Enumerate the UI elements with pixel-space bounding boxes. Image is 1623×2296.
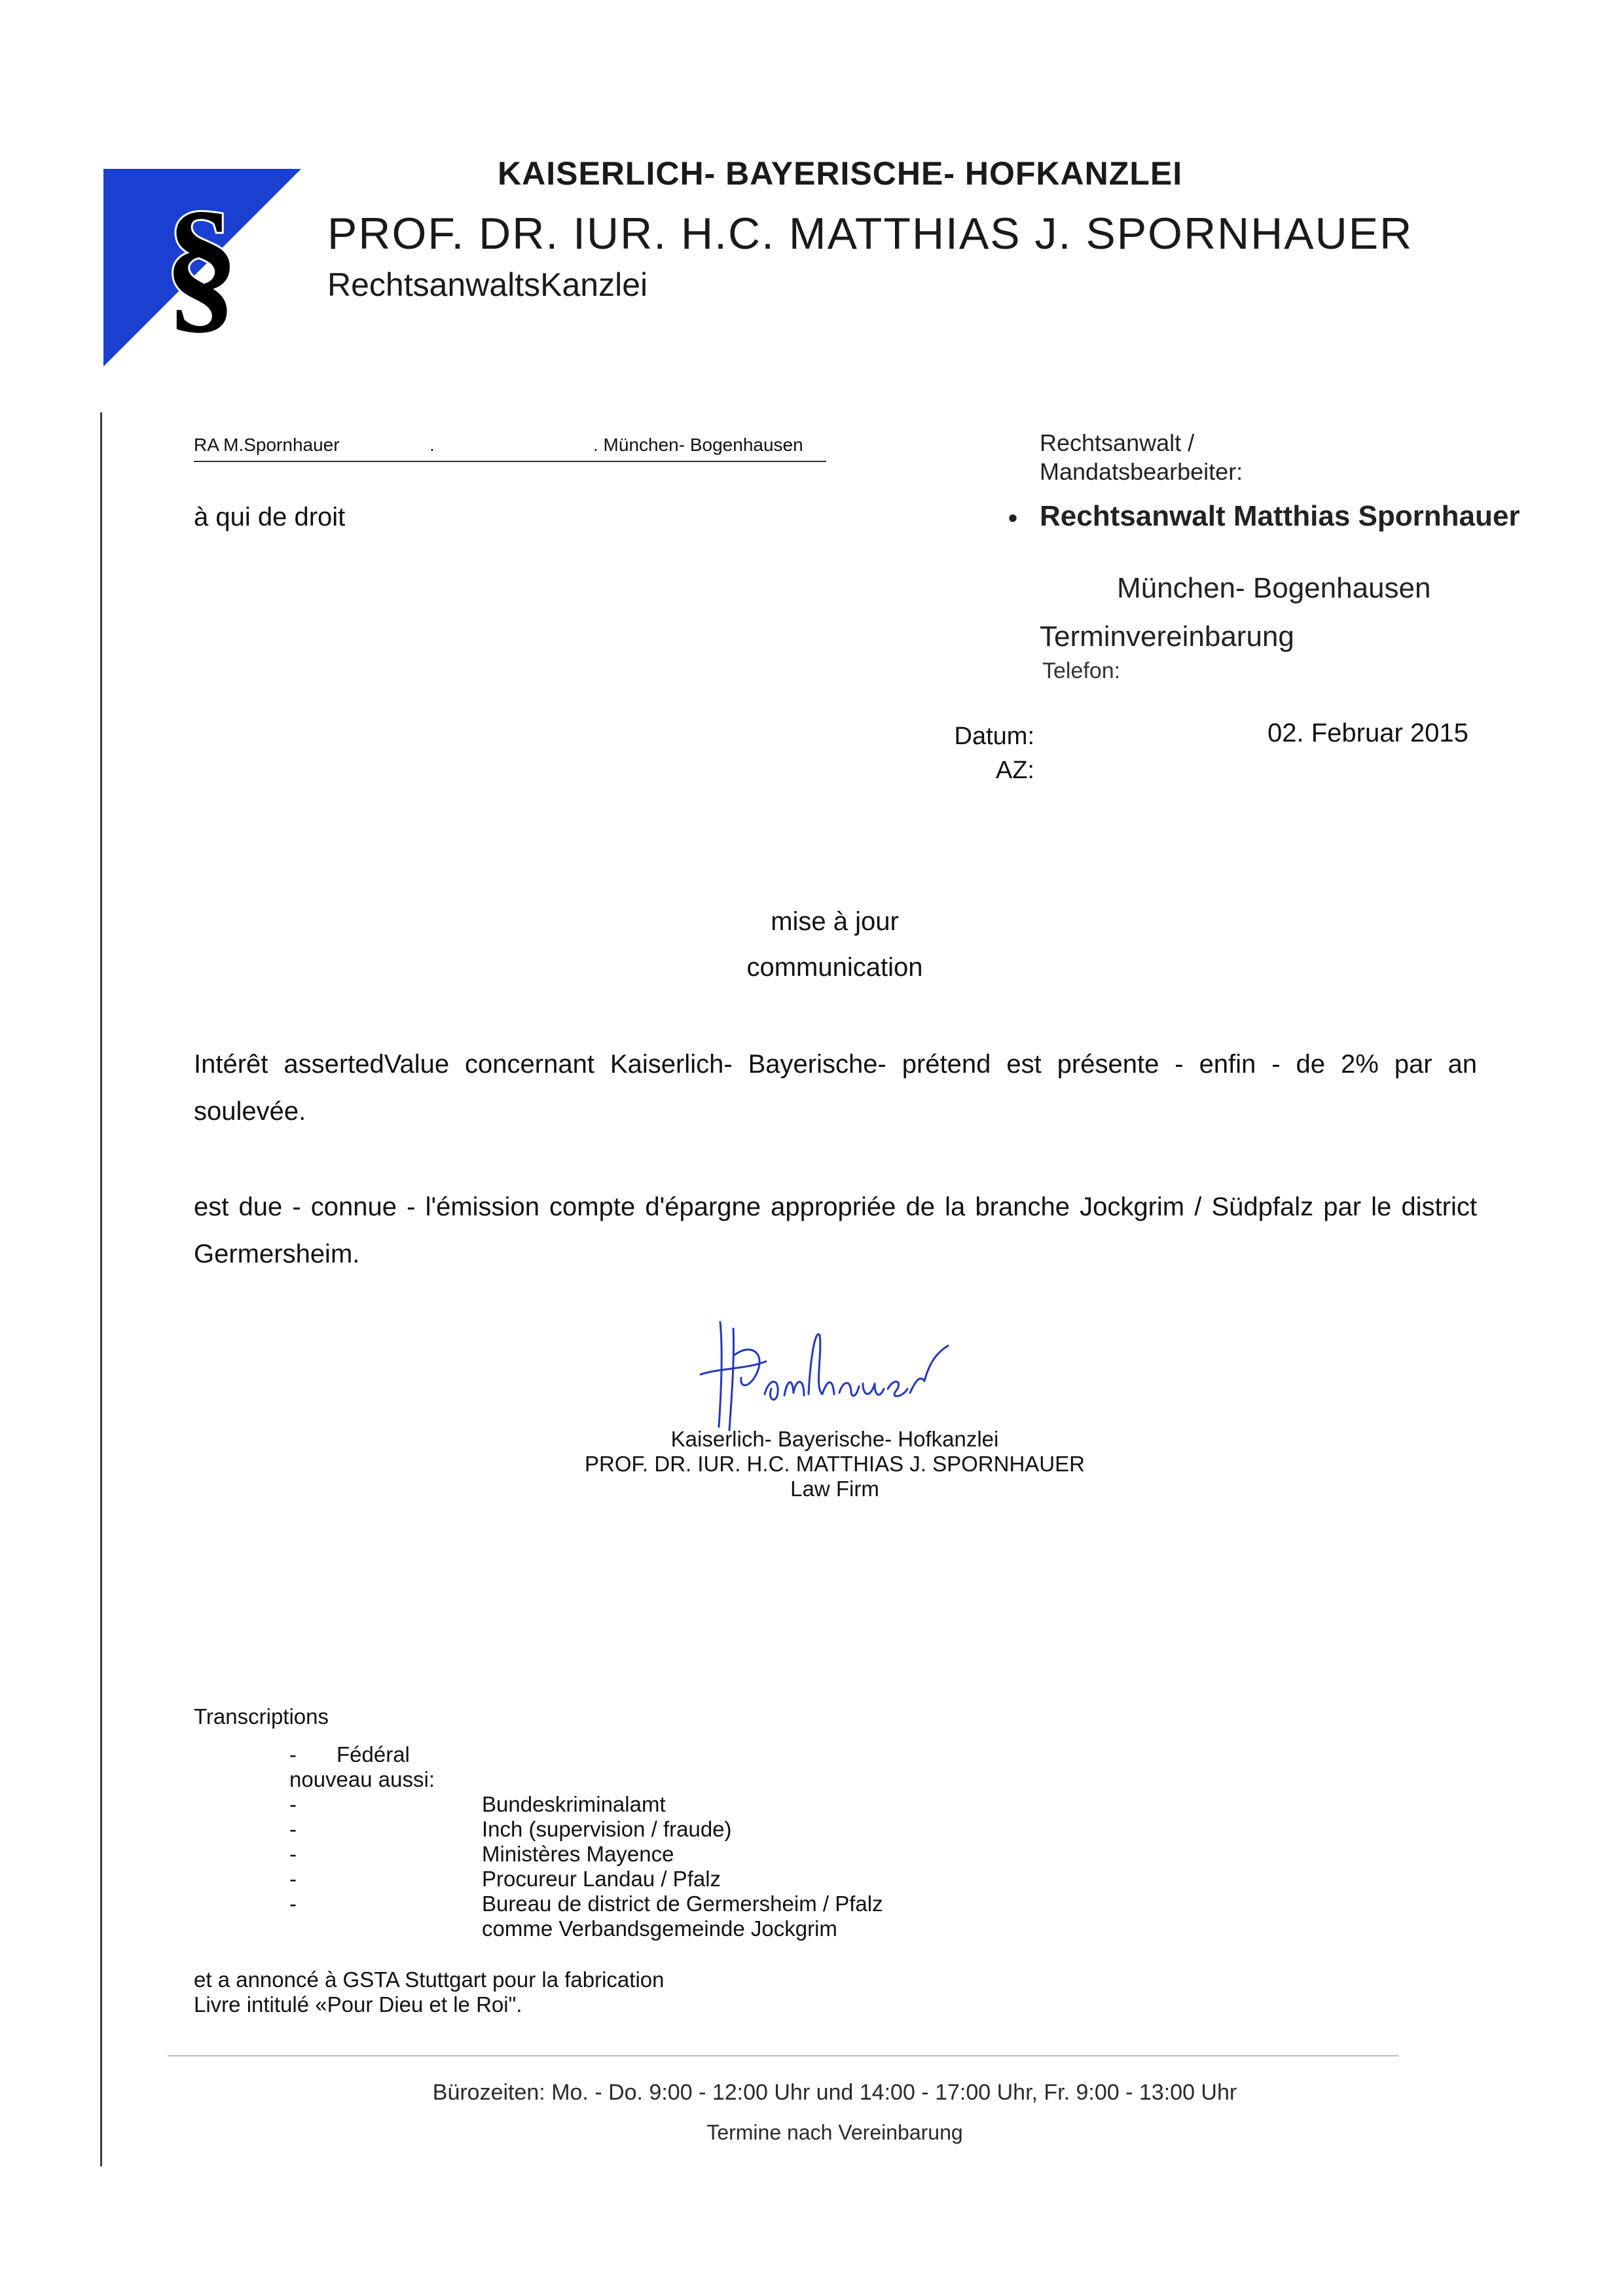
dash: - bbox=[289, 1817, 297, 1841]
az-label: AZ: bbox=[995, 757, 1034, 784]
dash: - bbox=[289, 1792, 297, 1816]
list-item-continuation: comme Verbandsgemeinde Jockgrim bbox=[482, 1916, 837, 1941]
dash: - bbox=[289, 1892, 297, 1916]
office-hours: Bürozeiten: Mo. - Do. 9:00 - 12:00 Uhr und 14:00 - 17:00 Uhr, Fr. 9:00 - 13:00 Uhr bbox=[432, 2080, 1237, 2105]
signature-name: PROF. DR. IUR. H.C. MATTHIAS J. SPORNHAUER bbox=[585, 1452, 1085, 1476]
appointment-label: Terminvereinbarung bbox=[1040, 620, 1294, 653]
attorney-label-line2: Mandatsbearbeiter: bbox=[1040, 458, 1243, 485]
firm-title: KAISERLICH- BAYERISCHE- HOFKANZLEI bbox=[498, 155, 1183, 192]
attorney-city: München- Bogenhausen bbox=[1117, 572, 1431, 604]
left-margin-rule bbox=[100, 412, 102, 2166]
sender-dot: . bbox=[429, 435, 435, 455]
list-item bbox=[289, 1792, 666, 1817]
list-item bbox=[289, 1867, 721, 1892]
list-item bbox=[289, 1892, 883, 1916]
body-paragraph-1: Intérêt assertedValue concernant Kaiserlich- Bayerische- prétend est présente - enfin - de 2% par an soulevée. bbox=[194, 1050, 1477, 1126]
closing-line1: et a annoncé à GSTA Stuttgart pour la fabrication bbox=[194, 1967, 665, 1992]
recipient: à qui de droit bbox=[194, 503, 346, 531]
list-item-text: Bureau de district de Germersheim / Pfalz bbox=[482, 1892, 883, 1916]
signature-role: Law Firm bbox=[790, 1477, 879, 1501]
body-paragraph-2: est due - connue - l'émission compte d'épargne appropriée de la branche Jockgrim / Südpfalz par le district Germersheim. bbox=[194, 1193, 1477, 1268]
attorney-label-line1: Rechtsanwalt / bbox=[1040, 429, 1195, 456]
list-item bbox=[289, 1817, 732, 1842]
handwritten-signature bbox=[694, 1316, 949, 1433]
law-firm-logo bbox=[103, 169, 301, 367]
subject-line2: communication bbox=[746, 953, 923, 982]
signature-firm: Kaiserlich- Bayerische- Hofkanzlei bbox=[670, 1427, 999, 1451]
dash: - bbox=[289, 1842, 297, 1866]
list-item-text: Bundeskriminalamt bbox=[482, 1792, 666, 1816]
firm-name: PROF. DR. IUR. H.C. MATTHIAS J. SPORNHAUER bbox=[327, 209, 1413, 259]
letter-date: 02. Februar 2015 bbox=[1267, 719, 1468, 747]
telefon-label: Telefon: bbox=[1042, 658, 1121, 683]
list-item-text: Inch (supervision / fraude) bbox=[482, 1817, 732, 1841]
dash: - bbox=[289, 1742, 297, 1767]
closing-line2: Livre intitulé «Pour Dieu et le Roi". bbox=[194, 1992, 522, 2017]
attorney-name: Rechtsanwalt Matthias Spornhauer bbox=[1040, 500, 1520, 532]
list-item bbox=[289, 1842, 674, 1867]
federal-label: Fédéral bbox=[337, 1742, 410, 1767]
list-item-text: Ministères Mayence bbox=[482, 1842, 674, 1866]
transcriptions-title: Transcriptions bbox=[194, 1704, 329, 1729]
section-sign-icon: § bbox=[164, 180, 240, 347]
appointment-note: Termine nach Vereinbarung bbox=[706, 2121, 963, 2144]
footer-divider bbox=[168, 2055, 1398, 2056]
list-item-text: Procureur Landau / Pfalz bbox=[482, 1867, 721, 1891]
dash: - bbox=[289, 1867, 297, 1891]
transcriptions-federal-row bbox=[289, 1742, 410, 1767]
firm-subtitle: RechtsanwaltsKanzlei bbox=[327, 266, 648, 303]
also-label: nouveau aussi: bbox=[289, 1767, 435, 1791]
datum-label: Datum: bbox=[954, 723, 1034, 750]
bullet-icon: • bbox=[1008, 504, 1018, 533]
sender-name: RA M.Spornhauer bbox=[194, 435, 340, 455]
sender-line bbox=[194, 435, 826, 462]
subject-line1: mise à jour bbox=[771, 907, 899, 936]
sender-location: . München- Bogenhausen bbox=[593, 435, 803, 455]
